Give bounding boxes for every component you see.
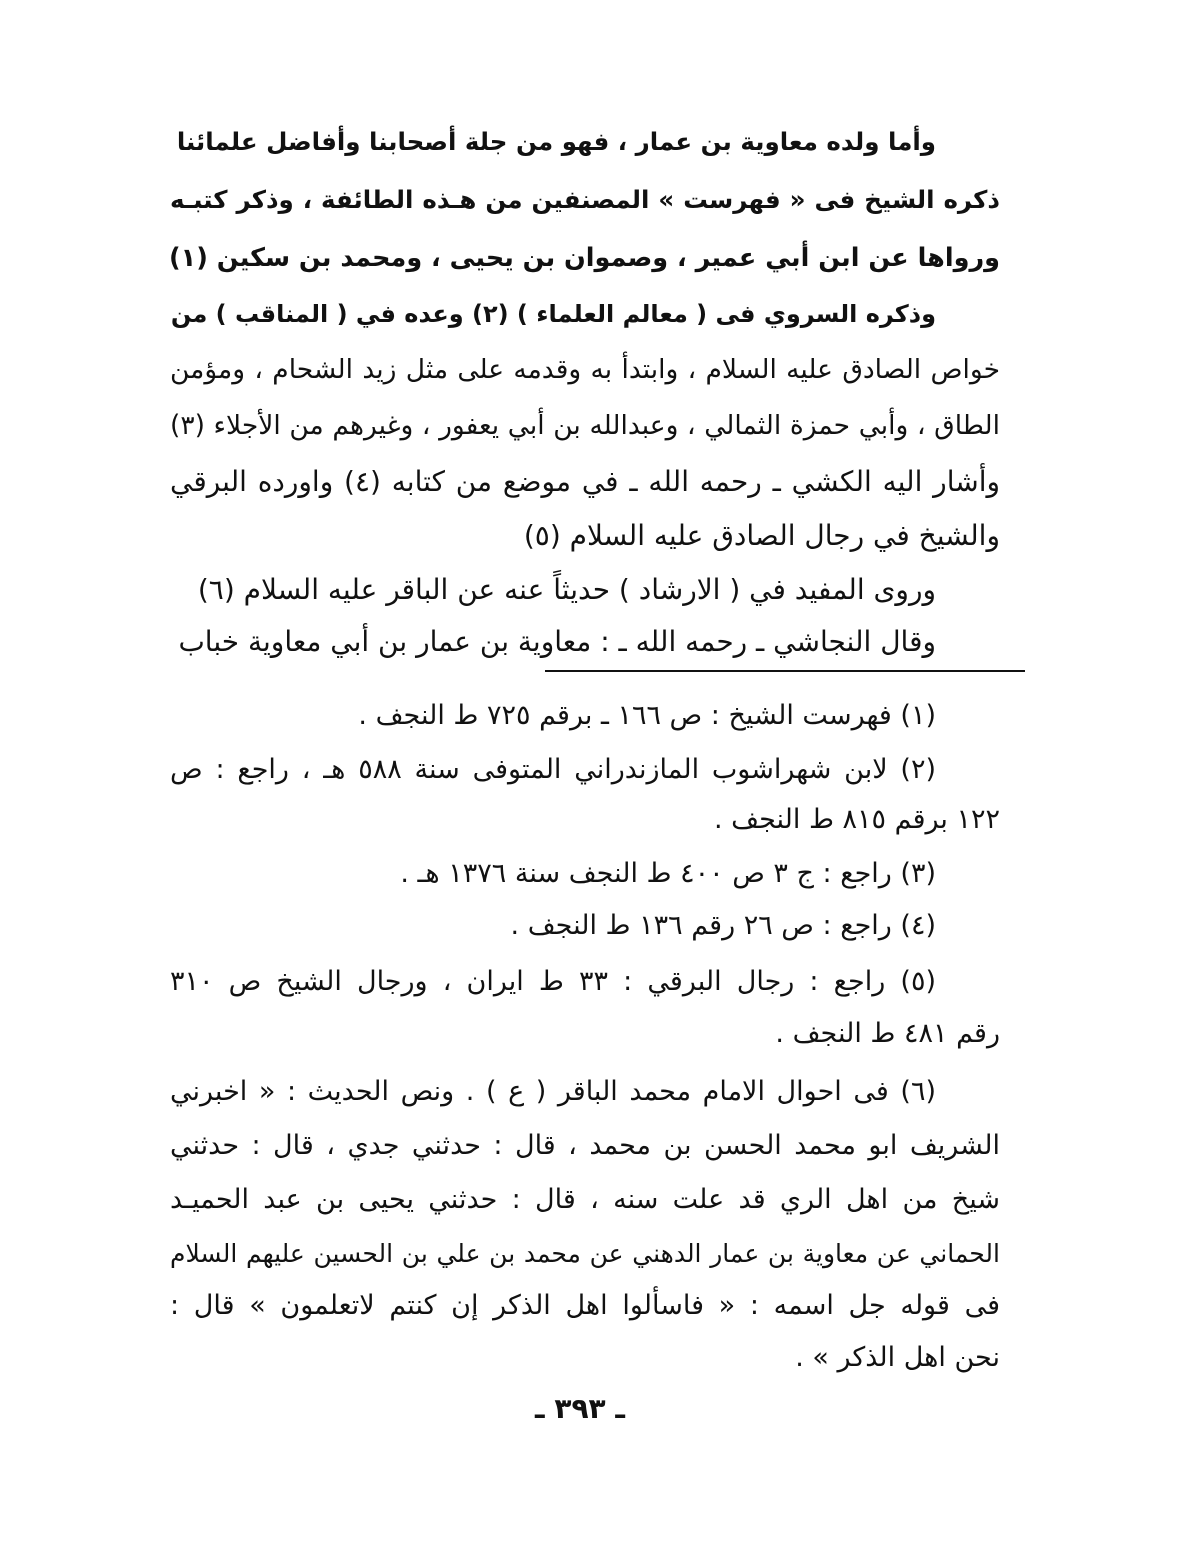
footnote-6-line-2: الشريف ابو محمد الحسن بن محمد ، قال : حدثني جدي ، قال : حدثني <box>170 1130 1000 1161</box>
footnote-2-cont: ١٢٢ برقم ٨١٥ ط النجف . <box>713 804 1000 835</box>
footnote-2: (٢) لابن شهراشوب المازندراني المتوفى سنة ٥٨٨ هـ ، راجع : ص <box>170 754 936 785</box>
body-line-2: ذكره الشيخ فى « فهرست » المصنفين من هـذه الطائفة ، وذكر كتبـه <box>170 185 1000 214</box>
footnote-5: (٥) راجع : رجال البرقي : ٣٣ ط ايران ، ورجال الشيخ ص ٣١٠ <box>170 966 936 997</box>
footnote-1: (١) فهرست الشيخ : ص ١٦٦ ـ برقم ٧٢٥ ط النجف . <box>358 700 936 731</box>
footnote-6-line-6: نحن اهل الذكر » . <box>795 1342 1000 1373</box>
footnote-6: (٦) فى احوال الامام محمد الباقر ( ع ) . ونص الحديث : « اخبرني <box>170 1076 936 1107</box>
page-number: ـ ٣٩٣ ـ <box>535 1392 625 1425</box>
body-line-5: خواص الصادق عليه السلام ، وابتدأ به وقدمه على مثل زيد الشحام ، ومؤمن <box>170 354 1000 385</box>
footnote-6-line-5: فى قوله جل اسمه : « فاسألوا اهل الذكر إن كنتم لاتعلمون » قال : <box>170 1290 1000 1321</box>
footnote-4: (٤) راجع : ص ٢٦ رقم ١٣٦ ط النجف . <box>510 910 936 941</box>
body-line-6: الطاق ، وأبي حمزة الثمالي ، وعبدالله بن أبي يعفور ، وغيرهم من الأجلاء (٣) <box>170 410 1000 441</box>
footnote-6-line-3: شيخ من اهل الري قد علت سنه ، قال : حدثني يحيى بن عبد الحميـد <box>170 1184 1000 1215</box>
body-line-10: وقال النجاشي ـ رحمه الله ـ : معاوية بن عمار بن أبي معاوية خباب <box>178 625 936 658</box>
footnote-separator <box>545 670 1025 672</box>
footnote-6-line-4: الحماني عن معاوية بن عمار الدهني عن محمد بن علي بن الحسين عليهم السلام <box>170 1239 1000 1268</box>
footnote-3: (٣) راجع : ج ٣ ص ٤٠٠ ط النجف سنة ١٣٧٦ هـ . <box>400 858 936 889</box>
body-line-3: ورواها عن ابن أبي عمير ، وصموان بن يحيى ، ومحمد بن سكين (١) <box>169 243 1000 273</box>
body-line-4: وذكره السروي فى ( معالم العلماء ) (٢) وعده في ( المناقب ) من <box>170 300 936 328</box>
body-line-7: وأشار اليه الكشي ـ رحمه الله ـ في موضع من كتابه (٤) واورده البرقي <box>170 465 1000 498</box>
body-line-8: والشيخ في رجال الصادق عليه السلام (٥) <box>523 519 1000 552</box>
body-line-1: وأما ولده معاوية بن عمار ، فهو من جلة أصحابنا وأفاضل علمائنا <box>176 127 936 156</box>
footnote-5-cont: رقم ٤٨١ ط النجف . <box>775 1018 1000 1049</box>
body-line-9: وروى المفيد في ( الارشاد ) حديثاً عنه عن الباقر عليه السلام (٦) <box>197 573 936 606</box>
